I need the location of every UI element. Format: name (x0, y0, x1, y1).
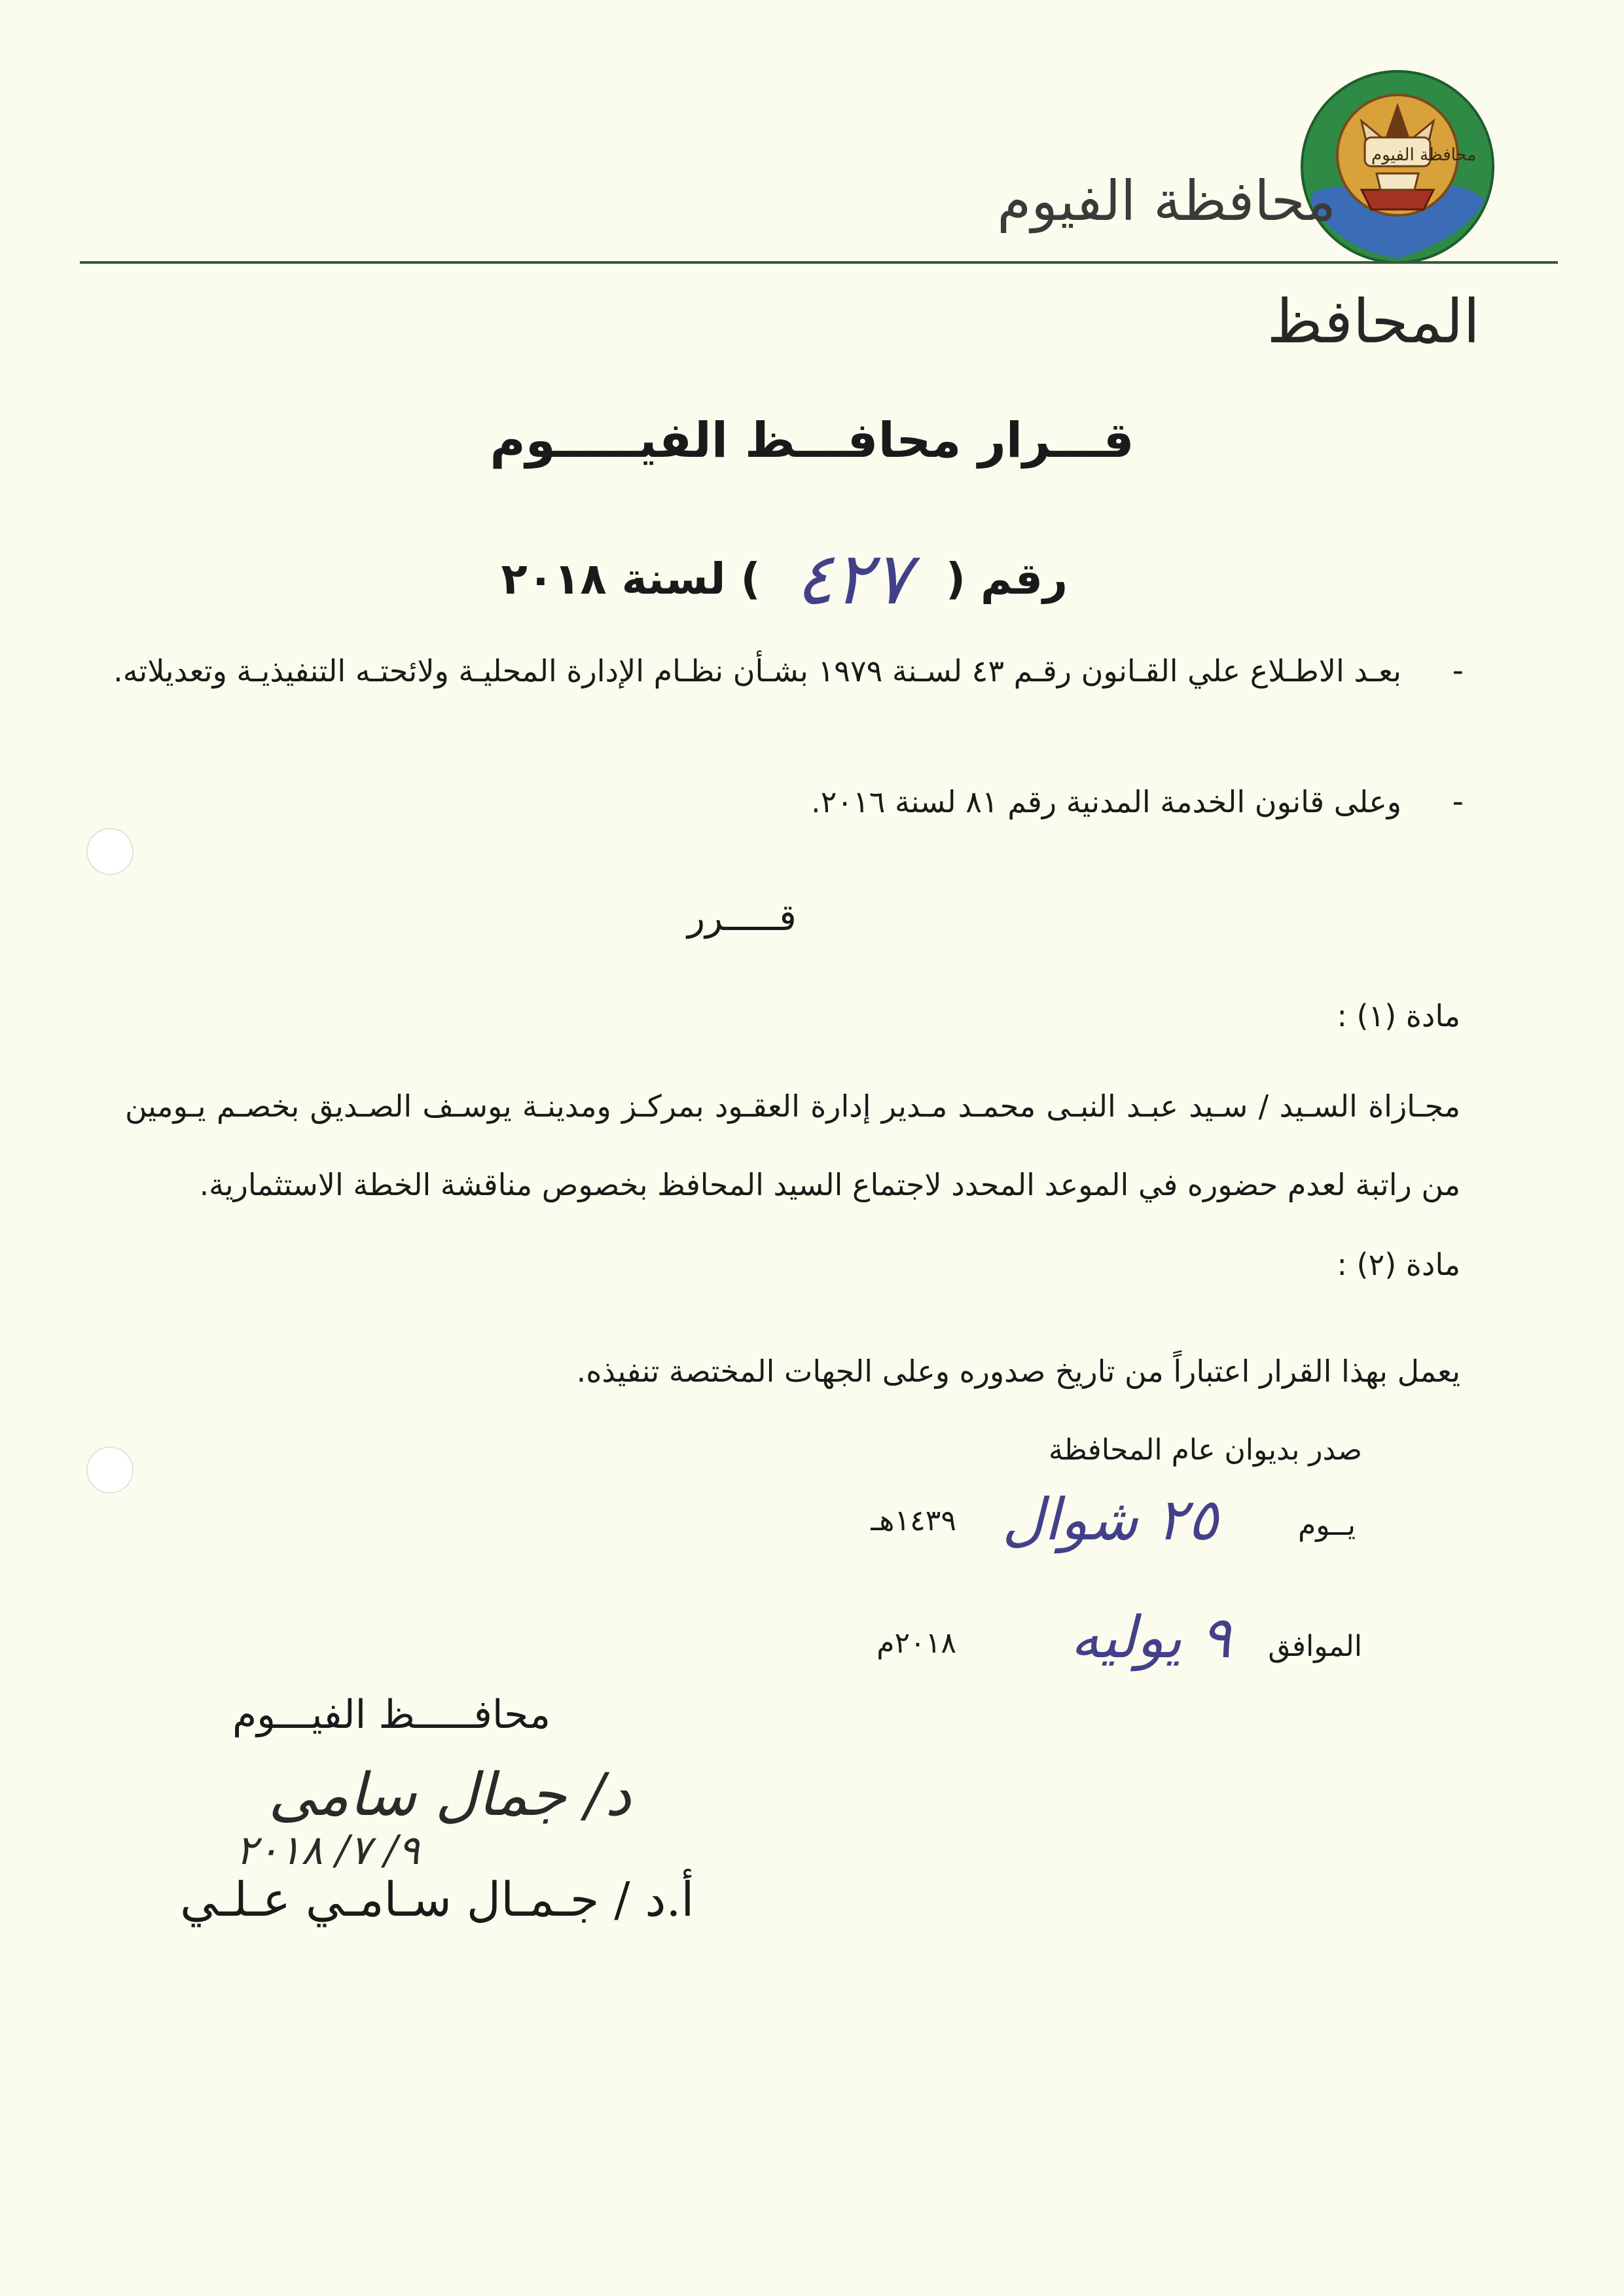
punch-hole (86, 828, 134, 875)
preamble-text: بعـد الاطـلاع علي القـانون رقـم ٤٣ لسـنة ١٩٧٩ بشـأن نظـام الإدارة المحليـة ولائحتـه التنفيذيـة وتعديلاته. (113, 653, 1401, 689)
issued-at: صدر بديوان عام المحافظة (1048, 1433, 1362, 1467)
decree-number-suffix: ) لسنة ٢٠١٨ (501, 553, 761, 604)
article-2-heading: مادة (٢) : (1337, 1247, 1460, 1282)
article-1-heading: مادة (١) : (1337, 998, 1460, 1033)
decree-title: قـــرار محافـــظ الفيـــــوم (490, 412, 1134, 469)
header-divider (80, 261, 1558, 264)
decree-number-line (501, 537, 1068, 620)
article-2-body: يعمل بهذا القرار اعتباراً من تاريخ صدوره وعلى الجهات المختصة تنفيذه. (576, 1354, 1460, 1389)
punch-hole (86, 1446, 134, 1494)
decree-number-prefix: رقم ( (945, 553, 1068, 604)
signature-date: ٩/ ٧/ ٢٠١٨ (236, 1826, 420, 1874)
preamble-item (33, 635, 1464, 707)
gregorian-year: ٢٠١٨م (876, 1626, 956, 1660)
handwritten-date: ٩ يوليه (1070, 1604, 1231, 1671)
handwritten-day: ٢٥ شوال (1001, 1486, 1218, 1553)
signatory-title: محافـــــظ الفيـــوم (232, 1692, 551, 1738)
governorate-name: محافظة الفيوم (997, 169, 1336, 233)
signatory-name: أ.د / جـمـال سـامـي عـلـي (180, 1872, 695, 1927)
hijri-year: ١٤٣٩هـ (871, 1504, 956, 1537)
seal-text: محافظة الفيوم (1371, 145, 1477, 165)
article-1-body: مجـازاة السـيد / سـيد عبـد النبـى محمـد مـدير إدارة العقـود بمركـز ومدينـة يوسـف الصـديق بخصـم يـومين من راتبة لعدم حضوره في الموعد المحدد لاجتماع السيد المحافظ بخصوص مناقشة الخطة الاستثمارية. (125, 1088, 1460, 1202)
bullet-dash-icon: - (1452, 783, 1464, 820)
bullet-dash-icon: - (1452, 653, 1464, 689)
preamble-item (223, 766, 1464, 838)
date-label: الموافق (1268, 1630, 1362, 1663)
office-title: المحافظ (1267, 287, 1480, 357)
handwritten-signature: د/ جمال سامى (268, 1761, 632, 1829)
governorate-seal-logo (1299, 69, 1496, 265)
decree-number: ٤٢٧ (795, 537, 911, 620)
preamble-text: وعلى قانون الخدمة المدنية رقم ٨١ لسنة ٢٠١٦. (810, 784, 1401, 819)
day-label: يــوم (1298, 1509, 1356, 1542)
decided-heading: قـــــرر (687, 897, 797, 939)
